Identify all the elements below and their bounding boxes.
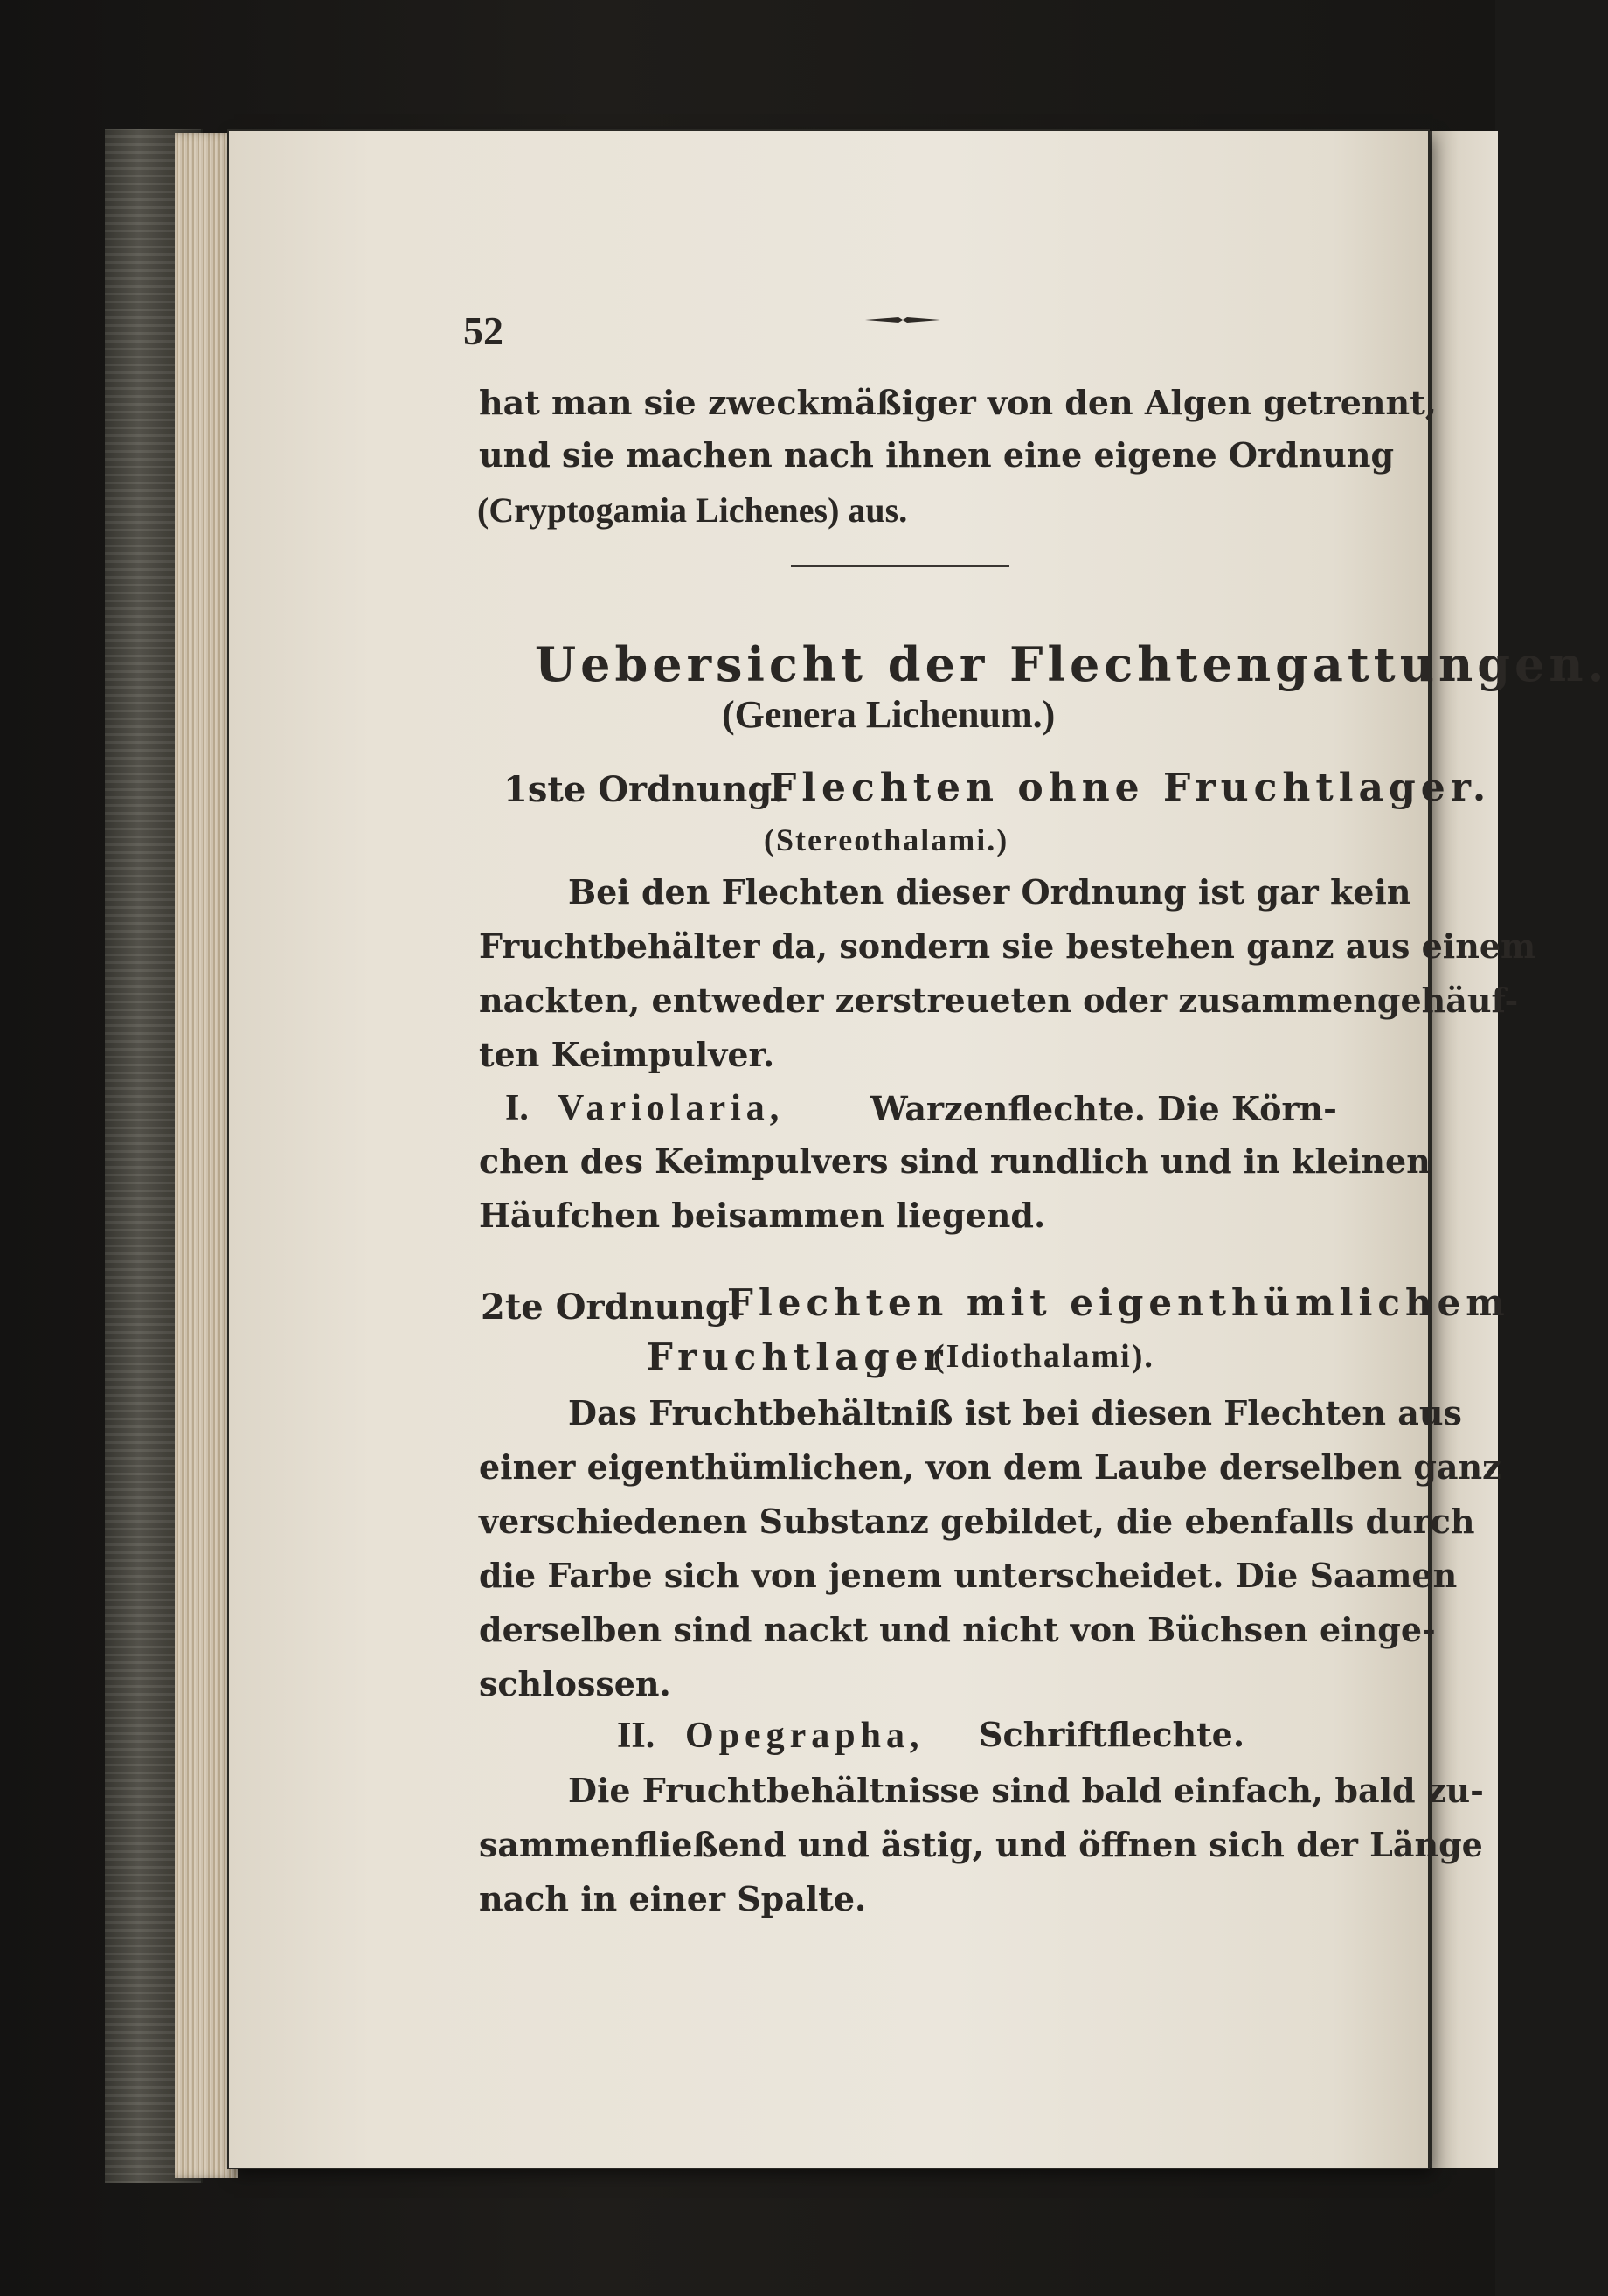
genus-2-desc-line-3: nach in einer Spalte.	[479, 1879, 867, 1918]
order-2-name-line-1: Flechten mit eigenthümlichem	[727, 1281, 1510, 1324]
section-divider	[791, 565, 1009, 567]
order-1-name: Flechten ohne Fruchtlager.	[769, 766, 1492, 810]
section-subtitle: (Genera Lichenum.)	[722, 693, 1056, 736]
order-2-desc-line-1: Das Fruchtbehältniß ist bei diesen Flechten aus	[568, 1393, 1462, 1432]
order-1-label: 1ste Ordnung:	[503, 769, 786, 810]
intro-line-3: (Cryptogamia Lichenes) aus.	[477, 490, 908, 530]
order-2-desc-line-2: einer eigenthümlichen, von dem Laube derselben ganz	[479, 1447, 1501, 1487]
genus-1-line-2: chen des Keimpulvers sind rundlich und in kleinen	[479, 1141, 1431, 1181]
order-1-latin: (Stereothalami.)	[764, 822, 1009, 857]
order-2-desc-line-6: schlossen.	[479, 1664, 671, 1703]
intro-line-2: und sie machen nach ihnen eine eigene Ordnung	[479, 435, 1395, 475]
order-1-desc-line-3: nackten, entweder zerstreueten oder zusammengehäuf-	[479, 981, 1519, 1020]
genus-2-latin: Opegrapha,	[685, 1716, 925, 1756]
order-1-desc-line-4: ten Keimpulver.	[479, 1035, 775, 1074]
intro-line-1: hat man sie zweckmäßiger von den Algen getrennt,	[479, 383, 1437, 422]
genus-1-line-1: Warzenflechte. Die Körn-	[870, 1089, 1337, 1128]
order-2-desc-line-3: verschiedenen Substanz gebildet, die ebenfalls durch	[479, 1502, 1475, 1541]
order-2-desc-line-5: derselben sind nackt und nicht von Büchsen einge-	[479, 1610, 1436, 1649]
order-2-label: 2te Ordnung:	[481, 1287, 743, 1328]
order-1-desc-line-2: Fruchtbehälter da, sondern sie bestehen ganz aus einem	[479, 926, 1536, 966]
genus-1-line-3: Häufchen beisammen liegend.	[479, 1196, 1046, 1235]
genus-2-numeral: II.	[617, 1716, 655, 1756]
genus-2-german: Schriftflechte.	[979, 1715, 1245, 1754]
page-number: 52	[463, 309, 503, 353]
genus-1-numeral: I.	[505, 1088, 529, 1128]
header-ornament-icon	[865, 316, 940, 323]
genus-2-desc-line-2: sammenfließend und ästig, und öffnen sich der Länge	[479, 1825, 1483, 1864]
genus-2-desc-line-1: Die Fruchtbehältnisse sind bald einfach, bald zu-	[568, 1771, 1484, 1810]
order-2-name-line-2: Fruchtlager	[647, 1335, 948, 1378]
order-2-desc-line-4: die Farbe sich von jenem unterscheidet. Die Saamen	[479, 1556, 1458, 1595]
genus-1-latin: Variolaria,	[558, 1088, 785, 1128]
order-2-latin: (Idiothalami).	[933, 1338, 1154, 1375]
order-1-desc-line-1: Bei den Flechten dieser Ordnung ist gar kein	[568, 872, 1411, 912]
section-title: Uebersicht der Flechtengattungen.	[535, 636, 1608, 692]
